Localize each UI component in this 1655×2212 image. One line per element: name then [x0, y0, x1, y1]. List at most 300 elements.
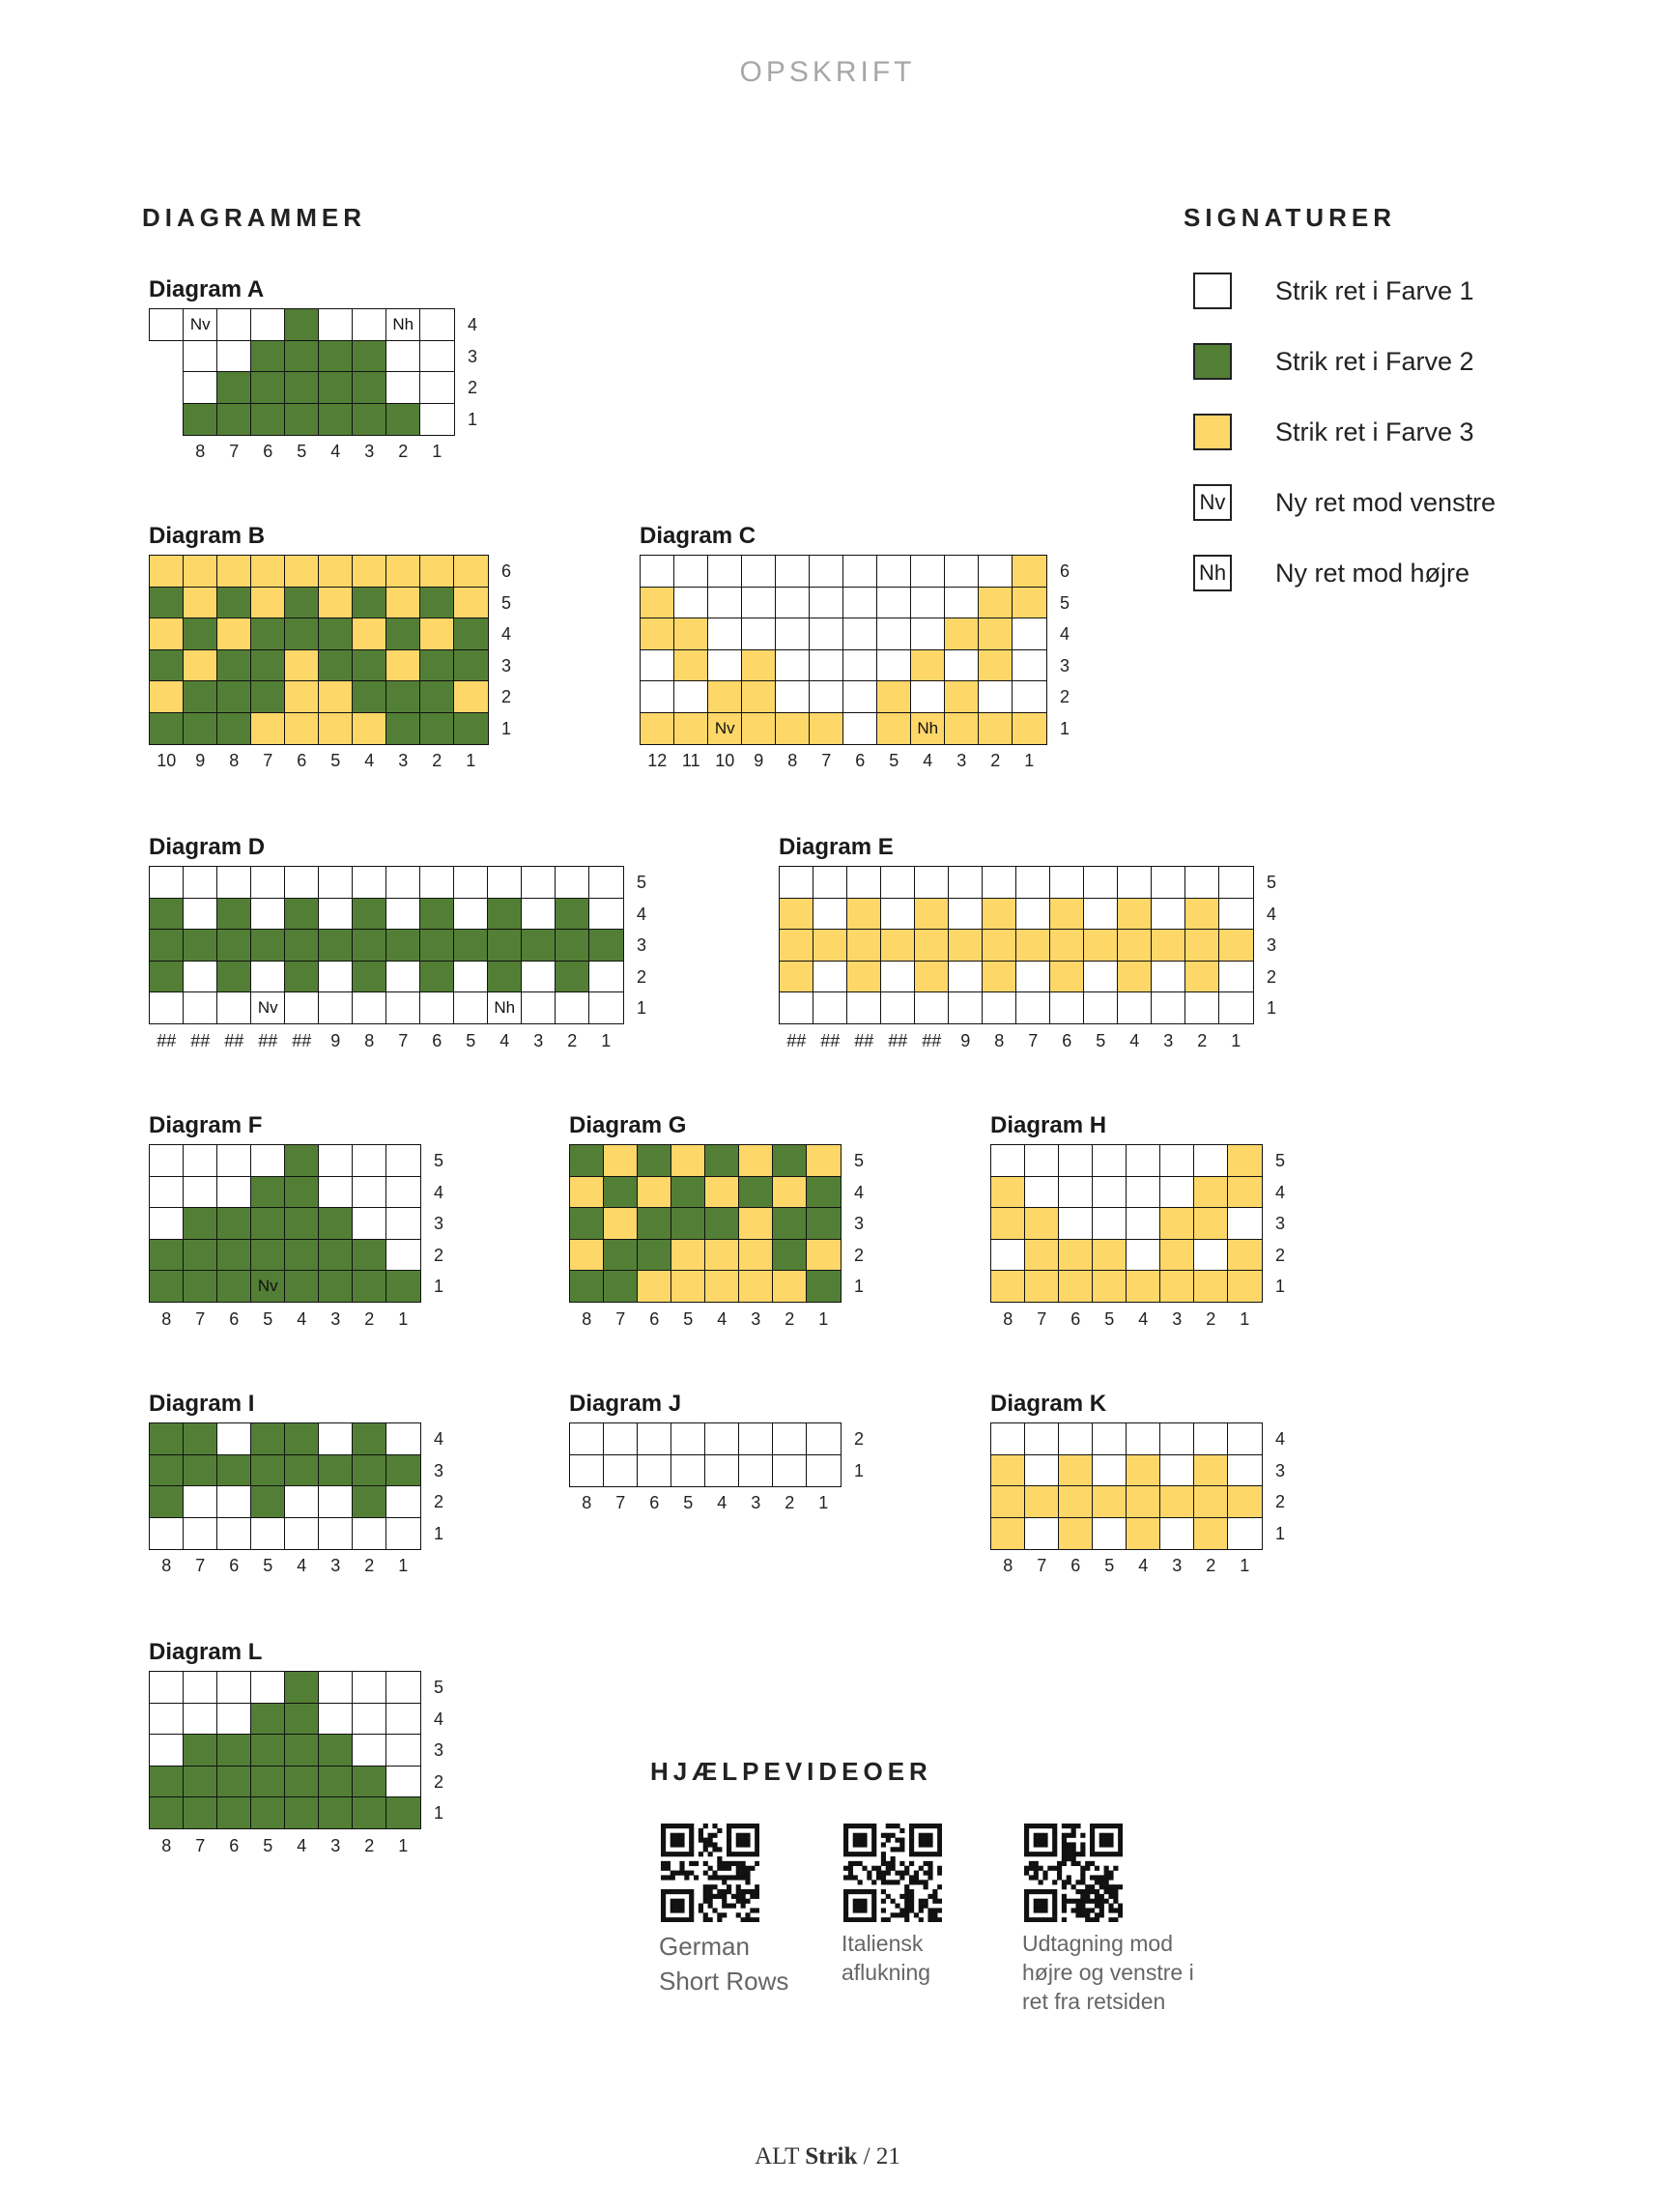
chart-cell — [385, 929, 421, 962]
row-number: 6 — [500, 561, 511, 581]
chart-cell — [982, 961, 1017, 993]
chart-cell — [775, 587, 811, 619]
qr-code-icon[interactable] — [661, 1824, 759, 1922]
chart-cell — [318, 371, 354, 404]
chart-cell — [671, 1176, 706, 1209]
chart-cell — [149, 1766, 185, 1798]
chart-cell — [318, 680, 354, 713]
chart-cell — [352, 1144, 387, 1177]
diagram-title: Diagram I — [149, 1391, 255, 1417]
chart-cell — [944, 712, 980, 745]
chart-cell — [813, 929, 848, 962]
chart-cell — [284, 1270, 320, 1303]
chart-cell — [588, 961, 624, 993]
chart-cell — [318, 898, 354, 931]
chart-cell — [673, 618, 709, 650]
chart-cell — [1227, 1176, 1263, 1209]
row-number: 1 — [467, 409, 477, 429]
chart-cell — [707, 618, 743, 650]
chart-cell — [671, 1239, 706, 1272]
chart-cell — [318, 1517, 354, 1550]
chart-cell — [453, 587, 489, 619]
chart-cell — [183, 1422, 218, 1455]
chart-cell — [603, 1176, 639, 1209]
chart-cell — [183, 1766, 218, 1798]
chart-cell — [453, 555, 489, 588]
row-number: 3 — [433, 1214, 443, 1233]
chart-cell — [914, 866, 950, 899]
chart-cell — [183, 1703, 218, 1736]
column-number: 4 — [297, 1835, 307, 1855]
chart-cell — [779, 929, 814, 962]
chart-cell — [318, 1796, 354, 1829]
chart-cell — [284, 649, 320, 682]
chart-cell — [284, 308, 320, 341]
row-number: 3 — [433, 1740, 443, 1760]
chart-cell — [250, 403, 286, 436]
chart-cell — [1227, 1270, 1263, 1303]
chart-cell — [944, 680, 980, 713]
chart-cell — [671, 1270, 706, 1303]
chart-cell — [914, 991, 950, 1024]
chart-cell — [216, 1517, 252, 1550]
chart-cell — [453, 866, 489, 899]
chart-cell — [385, 1703, 421, 1736]
video-label[interactable]: Udtagning mod højre og venstre i ret fra retsiden — [1022, 1931, 1194, 2014]
column-number: 8 — [229, 751, 240, 770]
row-number: 5 — [636, 873, 646, 892]
video-label[interactable]: Italiensk aflukning — [842, 1931, 931, 1985]
chart-cell — [1218, 991, 1254, 1024]
video-label[interactable]: German Short Rows — [659, 1932, 789, 1996]
chart-cell — [948, 929, 984, 962]
chart-cell — [1159, 1207, 1195, 1240]
column-number: 5 — [683, 1308, 694, 1329]
chart-cell — [1117, 898, 1153, 931]
chart-cell — [1024, 1176, 1060, 1209]
chart-cell — [640, 712, 675, 745]
row-number: 4 — [1274, 1429, 1285, 1449]
chart-cell — [588, 866, 624, 899]
column-number: ## — [786, 1030, 807, 1050]
chart-cell — [775, 680, 811, 713]
chart-cell — [318, 649, 354, 682]
chart-cell — [284, 680, 320, 713]
column-number: 1 — [818, 1493, 829, 1512]
chart-cell — [352, 1734, 387, 1767]
chart-cell — [779, 991, 814, 1024]
chart-cell — [352, 680, 387, 713]
chart-cell — [1015, 898, 1051, 931]
chart-cell — [385, 1176, 421, 1209]
chart-cell — [284, 618, 320, 650]
chart-cell — [1159, 1270, 1195, 1303]
chart-cell — [1117, 866, 1153, 899]
stitch-symbol: Nv — [250, 1270, 286, 1303]
stitch-symbol: Nv — [183, 308, 218, 341]
chart-cell — [1024, 1207, 1060, 1240]
chart-cell — [637, 1207, 672, 1240]
chart-cell — [982, 866, 1017, 899]
row-number: 5 — [1266, 873, 1276, 892]
chart-cell — [1193, 1144, 1229, 1177]
column-number: 4 — [717, 1493, 728, 1512]
chart-cell — [741, 587, 777, 619]
chart-cell — [603, 1454, 639, 1487]
column-number: 3 — [1172, 1308, 1183, 1329]
chart-cell — [1015, 929, 1051, 962]
chart-cell — [914, 898, 950, 931]
chart-cell — [1015, 991, 1051, 1024]
row-number: 5 — [853, 1151, 864, 1170]
chart-cell — [183, 371, 218, 404]
chart-cell — [809, 712, 844, 745]
chart-cell — [385, 1144, 421, 1177]
chart-cell — [1012, 649, 1047, 682]
chart-cell — [352, 991, 387, 1024]
column-number: 5 — [889, 751, 899, 770]
chart-cell — [1058, 1517, 1094, 1550]
chart-cell — [1058, 1207, 1094, 1240]
column-number: 1 — [818, 1308, 829, 1329]
chart-cell — [352, 371, 387, 404]
footer-page-number: / 21 — [863, 2143, 900, 2169]
chart-cell — [250, 1144, 286, 1177]
chart-cell — [216, 308, 252, 341]
chart-cell — [149, 1517, 185, 1550]
chart-cell — [876, 649, 912, 682]
chart-cell — [555, 961, 590, 993]
chart-cell — [419, 403, 455, 436]
chart-cell — [419, 555, 455, 588]
column-number: 7 — [1037, 1556, 1047, 1575]
chart-cell — [250, 308, 286, 341]
chart-cell — [183, 712, 218, 745]
chart-cell — [990, 1517, 1026, 1550]
chart-cell — [487, 898, 523, 931]
chart-cell — [352, 1239, 387, 1272]
chart-cell — [284, 1671, 320, 1704]
chart-cell — [385, 898, 421, 931]
chart-cell — [637, 1144, 672, 1177]
chart-cell — [588, 898, 624, 931]
row-number: 1 — [853, 1460, 864, 1480]
chart-cell — [385, 371, 421, 404]
chart-cell — [385, 1671, 421, 1704]
chart-cell — [419, 618, 455, 650]
row-number: 4 — [433, 1709, 443, 1729]
chart-cell — [978, 680, 1013, 713]
column-number: 3 — [751, 1493, 761, 1512]
column-number: 1 — [1240, 1556, 1250, 1575]
chart-cell — [352, 1796, 387, 1829]
chart-cell — [842, 587, 878, 619]
chart-cell — [216, 1239, 252, 1272]
column-number: 5 — [466, 1030, 476, 1050]
chart-cell — [183, 1144, 218, 1177]
chart-cell — [640, 555, 675, 588]
chart-cell — [1024, 1485, 1060, 1518]
page-header: OPSKRIFT — [739, 56, 916, 88]
chart-cell — [149, 898, 185, 931]
chart-cell — [284, 1207, 320, 1240]
chart-cell — [846, 929, 882, 962]
column-number: 8 — [1003, 1308, 1013, 1329]
chart-cell — [1092, 1239, 1127, 1272]
chart-cell — [419, 866, 455, 899]
chart-cell — [846, 898, 882, 931]
chart-cell — [216, 1176, 252, 1209]
chart-cell — [772, 1422, 808, 1455]
chart-cell — [738, 1176, 774, 1209]
column-number: 3 — [1163, 1030, 1174, 1050]
chart-cell — [806, 1144, 842, 1177]
chart-cell — [385, 649, 421, 682]
column-number: 2 — [1206, 1308, 1216, 1329]
chart-cell — [1024, 1144, 1060, 1177]
chart-cell — [738, 1422, 774, 1455]
column-number: 1 — [1024, 751, 1035, 770]
chart-cell — [990, 1422, 1026, 1455]
chart-cell — [521, 961, 556, 993]
chart-cell — [1092, 1207, 1127, 1240]
chart-cell — [880, 866, 916, 899]
chart-cell — [385, 866, 421, 899]
chart-cell — [352, 929, 387, 962]
column-number: 10 — [715, 751, 735, 770]
chart-cell — [1126, 1144, 1161, 1177]
column-number: 5 — [263, 1308, 273, 1329]
chart-cell — [419, 649, 455, 682]
chart-cell — [1058, 1176, 1094, 1209]
column-number: 3 — [330, 1308, 341, 1329]
column-number: 9 — [960, 1030, 971, 1050]
chart-cell — [1049, 866, 1085, 899]
chart-cell — [1159, 1485, 1195, 1518]
chart-cell — [250, 587, 286, 619]
chart-cell — [149, 308, 185, 341]
chart-cell — [284, 555, 320, 588]
chart-cell — [603, 1207, 639, 1240]
chart-cell — [1227, 1422, 1263, 1455]
chart-cell — [385, 1766, 421, 1798]
chart-cell — [284, 1485, 320, 1518]
chart-cell — [1126, 1422, 1161, 1455]
chart-cell — [707, 649, 743, 682]
row-number: 5 — [433, 1151, 443, 1170]
signatures-title: SIGNATURER — [1184, 203, 1396, 232]
chart-cell — [284, 1422, 320, 1455]
chart-cell — [1193, 1239, 1229, 1272]
chart-cell — [250, 1766, 286, 1798]
chart-cell — [183, 898, 218, 931]
chart-cell — [453, 680, 489, 713]
chart-cell — [318, 1766, 354, 1798]
chart-cell — [284, 929, 320, 962]
chart-cell — [813, 866, 848, 899]
row-number: 4 — [1266, 904, 1276, 924]
column-number: 5 — [1096, 1030, 1106, 1050]
chart-cell — [990, 1144, 1026, 1177]
column-number: 1 — [432, 442, 442, 461]
row-number: 4 — [467, 315, 477, 334]
chart-cell — [1049, 929, 1085, 962]
chart-cell — [1151, 866, 1186, 899]
chart-cell — [419, 680, 455, 713]
chart-cell — [284, 1517, 320, 1550]
column-number: 6 — [1070, 1308, 1081, 1329]
chart-cell — [948, 991, 984, 1024]
chart-cell — [772, 1270, 808, 1303]
column-number: 2 — [364, 1308, 375, 1329]
chart-cell — [1024, 1454, 1060, 1487]
column-number: 4 — [923, 751, 933, 770]
chart-cell — [1092, 1176, 1127, 1209]
chart-cell — [948, 961, 984, 993]
row-number: 1 — [853, 1277, 864, 1296]
row-number: 4 — [433, 1182, 443, 1202]
chart-cell — [352, 1485, 387, 1518]
chart-cell — [704, 1454, 740, 1487]
chart-cell — [1159, 1454, 1195, 1487]
column-number: 8 — [582, 1493, 592, 1512]
chart-cell — [1184, 898, 1220, 931]
row-number: 6 — [1059, 561, 1070, 581]
chart-cell — [779, 961, 814, 993]
row-number: 1 — [1274, 1277, 1285, 1296]
chart-cell — [1159, 1239, 1195, 1272]
chart-cell — [419, 961, 455, 993]
column-number: 4 — [1138, 1556, 1149, 1575]
chart-cell — [149, 929, 185, 962]
row-number: 1 — [636, 998, 646, 1018]
chart-cell — [352, 712, 387, 745]
diagram-title: Diagram E — [779, 834, 894, 860]
chart-cell — [216, 1485, 252, 1518]
chart-cell — [318, 1207, 354, 1240]
chart-cell — [318, 712, 354, 745]
row-number: 1 — [1274, 1523, 1285, 1543]
chart-cell — [806, 1239, 842, 1272]
row-number: 2 — [636, 966, 646, 987]
chart-cell — [183, 1454, 218, 1487]
column-number: 2 — [785, 1493, 795, 1512]
chart-cell — [772, 1239, 808, 1272]
chart-cell — [250, 649, 286, 682]
chart-cell — [1227, 1485, 1263, 1518]
legend-symbol: Nv — [1193, 484, 1232, 521]
chart-cell — [1193, 1176, 1229, 1209]
chart-cell — [704, 1144, 740, 1177]
chart-cell — [250, 1517, 286, 1550]
chart-cell — [1218, 898, 1254, 931]
chart-cell — [183, 555, 218, 588]
column-number: 6 — [1070, 1556, 1081, 1575]
chart-cell — [1058, 1239, 1094, 1272]
column-number: 5 — [330, 751, 341, 770]
chart-cell — [1227, 1144, 1263, 1177]
chart-cell — [1049, 961, 1085, 993]
row-number: 4 — [636, 904, 646, 924]
chart-cell — [318, 1176, 354, 1209]
column-number: 6 — [229, 1556, 240, 1575]
qr-code-icon[interactable] — [843, 1824, 942, 1922]
column-number: 3 — [533, 1030, 544, 1050]
row-number: 2 — [853, 1245, 864, 1265]
column-number: 5 — [683, 1493, 694, 1512]
chart-cell — [521, 991, 556, 1024]
chart-cell — [385, 1796, 421, 1829]
chart-cell — [772, 1176, 808, 1209]
column-number: 4 — [1129, 1030, 1140, 1050]
chart-cell — [1184, 961, 1220, 993]
chart-cell — [1015, 961, 1051, 993]
chart-cell — [183, 680, 218, 713]
chart-cell — [183, 1239, 218, 1272]
chart-cell — [1012, 680, 1047, 713]
chart-cell — [250, 929, 286, 962]
column-number: 10 — [157, 751, 177, 770]
chart-cell — [982, 991, 1017, 1024]
chart-cell — [978, 618, 1013, 650]
column-number: 7 — [195, 1308, 206, 1329]
chart-cell — [284, 1796, 320, 1829]
chart-cell — [806, 1454, 842, 1487]
legend-label: Ny ret mod højre — [1275, 559, 1470, 588]
chart-cell — [284, 403, 320, 436]
chart-cell — [1024, 1239, 1060, 1272]
chart-cell — [352, 866, 387, 899]
chart-cell — [216, 618, 252, 650]
column-number: ## — [224, 1030, 244, 1050]
chart-cell — [250, 1176, 286, 1209]
chart-cell — [352, 1176, 387, 1209]
chart-cell — [284, 991, 320, 1024]
chart-cell — [216, 555, 252, 588]
chart-cell — [772, 1144, 808, 1177]
chart-cell — [385, 1454, 421, 1487]
column-number: 4 — [499, 1030, 510, 1050]
chart-cell — [588, 929, 624, 962]
legend-label: Ny ret mod venstre — [1275, 488, 1497, 517]
chart-cell — [149, 555, 185, 588]
chart-cell — [216, 1422, 252, 1455]
diagram-title: Diagram A — [149, 276, 265, 302]
chart-cell — [1227, 1517, 1263, 1550]
chart-cell — [352, 1671, 387, 1704]
chart-cell — [555, 991, 590, 1024]
legend-swatch — [1193, 414, 1232, 450]
chart-cell — [183, 1176, 218, 1209]
chart-cell — [741, 680, 777, 713]
chart-cell — [183, 618, 218, 650]
chart-cell — [1092, 1517, 1127, 1550]
chart-cell — [149, 1671, 185, 1704]
qr-code-icon[interactable] — [1024, 1824, 1123, 1922]
chart-cell — [1092, 1422, 1127, 1455]
chart-cell — [352, 898, 387, 931]
chart-cell — [910, 555, 946, 588]
stitch-symbol: Nv — [707, 712, 743, 745]
chart-cell — [385, 618, 421, 650]
chart-cell — [419, 340, 455, 373]
chart-cell — [914, 961, 950, 993]
column-number: 9 — [330, 1030, 341, 1050]
chart-cell — [555, 898, 590, 931]
chart-cell — [183, 403, 218, 436]
column-number: 8 — [582, 1308, 592, 1329]
row-number: 3 — [1274, 1460, 1285, 1480]
